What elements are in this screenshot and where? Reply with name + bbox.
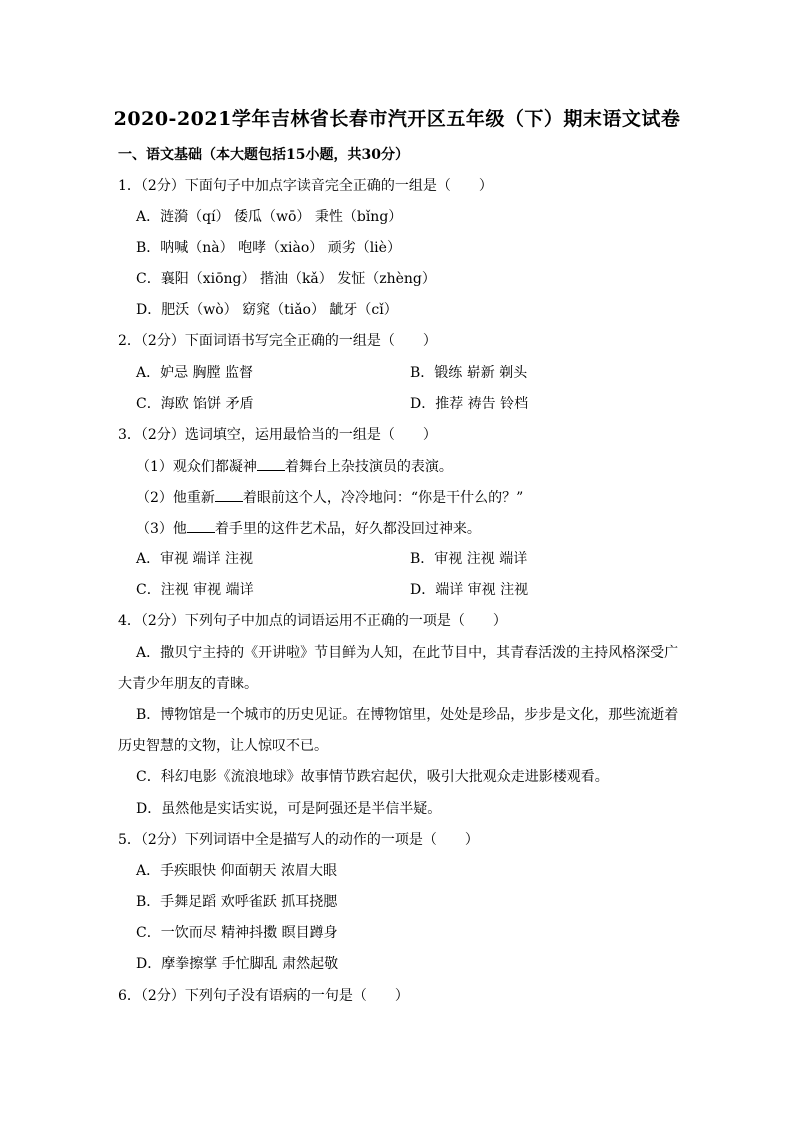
sub-text-before: （3）他 bbox=[136, 521, 187, 537]
q1-option-a: A．涟漪（qí） 倭瓜（wō） 秉性（bǐng） bbox=[136, 209, 403, 225]
q1-option-c: C．襄阳（xiōng） 揩油（kǎ） 发怔（zhèng） bbox=[136, 271, 436, 287]
question-5-stem: 5．（2分）下列词语中全是描写人的动作的一项是（ ） bbox=[118, 832, 479, 848]
q4-option-c: C．科幻电影《流浪地球》故事情节跌宕起伏，吸引大批观众走进影楼观看。 bbox=[136, 769, 609, 785]
question-6-stem: 6．（2分）下列句子没有语病的一句是（ ） bbox=[118, 988, 409, 1004]
q3-option-b: B．审视 注视 端详 bbox=[410, 551, 528, 567]
q1-option-b: B．呐喊（nà） 咆哮（xiào） 顽劣（liè） bbox=[136, 240, 401, 256]
sub-text-after: 着舞台上杂技演员的表演。 bbox=[284, 459, 453, 475]
q3-sub-2 bbox=[136, 487, 523, 508]
question-1-stem: 1．（2分）下面句子中加点字读音完全正确的一组是（ ） bbox=[118, 178, 493, 194]
sub-text-before: （1）观众们都凝神 bbox=[136, 459, 257, 475]
q5-option-c: C．一饮而尽 精神抖擞 瞑目蹲身 bbox=[136, 925, 338, 941]
q4-option-d: D．虽然他是实话实说，可是阿强还是半信半疑。 bbox=[136, 801, 442, 817]
q4-option-b: B．博物馆是一个城市的历史见证。在博物馆里，处处是珍品，步步是文化，那些流逝着 bbox=[136, 707, 679, 723]
q3-option-c: C．注视 审视 端详 bbox=[136, 582, 254, 598]
page-title: 2020-2021学年吉林省长春市汽开区五年级（下）期末语文试卷 bbox=[113, 108, 681, 130]
q3-option-a: A．审视 端详 注视 bbox=[136, 551, 254, 567]
fill-blank bbox=[215, 487, 243, 502]
q2-option-d: D．推荐 祷告 铃档 bbox=[410, 396, 529, 412]
fill-blank bbox=[257, 456, 285, 471]
q4-option-b-cont: 历史智慧的文物，让人惊叹不已。 bbox=[118, 738, 328, 754]
fill-blank bbox=[187, 518, 215, 533]
sub-text-after: 着手里的这件艺术品，好久都没回过神来。 bbox=[214, 521, 481, 537]
q3-sub-3 bbox=[136, 518, 481, 539]
q5-option-b: B．手舞足蹈 欢呼雀跃 抓耳挠腮 bbox=[136, 894, 338, 910]
q2-option-c: C．海欧 馅饼 矛盾 bbox=[136, 396, 254, 412]
question-3-stem: 3．（2分）选词填空，运用最恰当的一组是（ ） bbox=[118, 427, 437, 443]
q1-option-d: D．肥沃（wò） 窈窕（tiǎo） 龇牙（cǐ） bbox=[136, 302, 398, 318]
q3-sub-1 bbox=[136, 456, 453, 477]
q5-option-d: D．摩拳擦掌 手忙脚乱 肃然起敬 bbox=[136, 956, 339, 972]
q2-option-a: A．妒忌 胸膛 监督 bbox=[136, 365, 254, 381]
q2-option-b: B．锻练 崭新 剃头 bbox=[410, 365, 528, 381]
section-heading: 一、语文基础（本大题包括15小题，共30分） bbox=[118, 147, 409, 163]
q3-option-d: D．端详 审视 注视 bbox=[410, 582, 529, 598]
question-4-stem: 4．（2分）下列句子中加点的词语运用不正确的一项是（ ） bbox=[118, 613, 507, 629]
q4-option-a: A．撒贝宁主持的《开讲啦》节目鲜为人知，在此节目中，其青春活泼的主持风格深受广 bbox=[136, 645, 679, 661]
sub-text-after: 着眼前这个人，冷冷地问：“你是干什么的？” bbox=[242, 490, 524, 506]
question-2-stem: 2．（2分）下面词语书写完全正确的一组是（ ） bbox=[118, 333, 437, 349]
q4-option-a-cont: 大青少年朋友的青睐。 bbox=[118, 676, 258, 692]
sub-text-before: （2）他重新 bbox=[136, 490, 215, 506]
q5-option-a: A．手疾眼快 仰面朝天 浓眉大眼 bbox=[136, 863, 338, 879]
